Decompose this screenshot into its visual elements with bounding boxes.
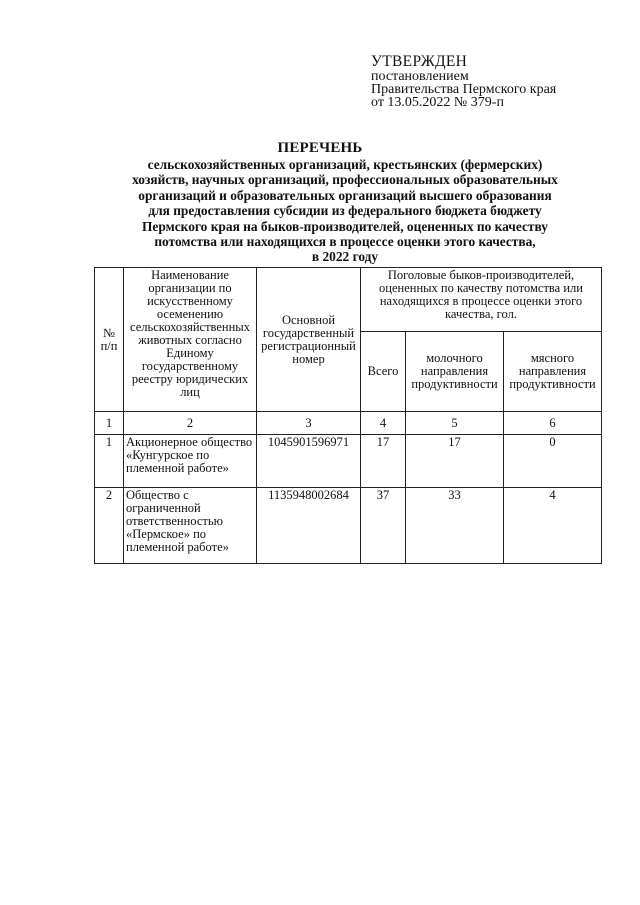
row-total: 37 <box>361 488 406 564</box>
column-number: 2 <box>124 412 257 435</box>
column-number: 5 <box>406 412 504 435</box>
header-total: Всего <box>361 332 406 412</box>
subtitle-line: хозяйств, научных организаций, профессиональных образовательных <box>132 172 558 188</box>
row-total: 17 <box>361 435 406 488</box>
subtitle-line: сельскохозяйственных организаций, крестьянских (фермерских) <box>147 157 543 172</box>
approval-heading: УТВЕРЖДЕН <box>371 53 468 70</box>
approval-line-3: от 13.05.2022 № 379-п <box>371 95 504 110</box>
table-row <box>95 435 602 488</box>
column-number: 4 <box>361 412 406 435</box>
column-number: 6 <box>504 412 602 435</box>
row-meat: 0 <box>504 435 602 488</box>
header-org-name: Наименование организации по искусственному осеменению сельскохозяйственных животных согласно Единому государственному реестру юридических лиц <box>124 268 257 412</box>
header-num: № п/п <box>95 268 124 412</box>
header-meat: мясного направления продуктивности <box>504 332 602 412</box>
row-org-name: Акционерное общество «Кунгурское по племенной работе» <box>124 435 257 488</box>
subtitle-line: в 2022 году <box>311 249 379 265</box>
subtitle-line: Пермского края на быков-производителей, оцененных по качеству <box>142 218 548 234</box>
header-dairy: молочного направления продуктивности <box>406 332 504 412</box>
row-meat: 4 <box>504 488 602 564</box>
table-row <box>95 488 602 564</box>
subtitle-line: потомства или находящихся в процессе оценки этого качества, <box>154 234 536 250</box>
row-num: 1 <box>95 435 124 488</box>
table-header-row <box>95 268 602 332</box>
approval-line-2: Правительства Пермского края <box>371 82 557 97</box>
document-subtitle <box>90 157 600 265</box>
header-bulls-group: Поголовые быков-производителей, оцененных по качеству потомства или находящихся в процессе оценки этого качества, гол. <box>361 268 602 332</box>
row-num: 2 <box>95 488 124 564</box>
row-dairy: 17 <box>406 435 504 488</box>
row-org-name: Общество с ограниченной ответственностью «Пермское» по племенной работе» <box>124 488 257 564</box>
column-number: 1 <box>95 412 124 435</box>
row-ogrn: 1045901596971 <box>257 435 361 488</box>
header-ogrn: Основной государственный регистрационный номер <box>257 268 361 412</box>
approval-block <box>371 53 631 109</box>
organizations-table <box>94 267 602 564</box>
subtitle-line: организаций и образовательных организаций высшего образования <box>138 187 552 203</box>
column-numbers-row <box>95 412 602 435</box>
document-title: ПЕРЕЧЕНЬ <box>277 140 363 156</box>
column-number: 3 <box>257 412 361 435</box>
row-dairy: 33 <box>406 488 504 564</box>
approval-line-1: постановлением <box>371 69 469 84</box>
subtitle-line: для предоставления субсидии из федерального бюджета бюджету <box>148 203 542 219</box>
row-ogrn: 1135948002684 <box>257 488 361 564</box>
